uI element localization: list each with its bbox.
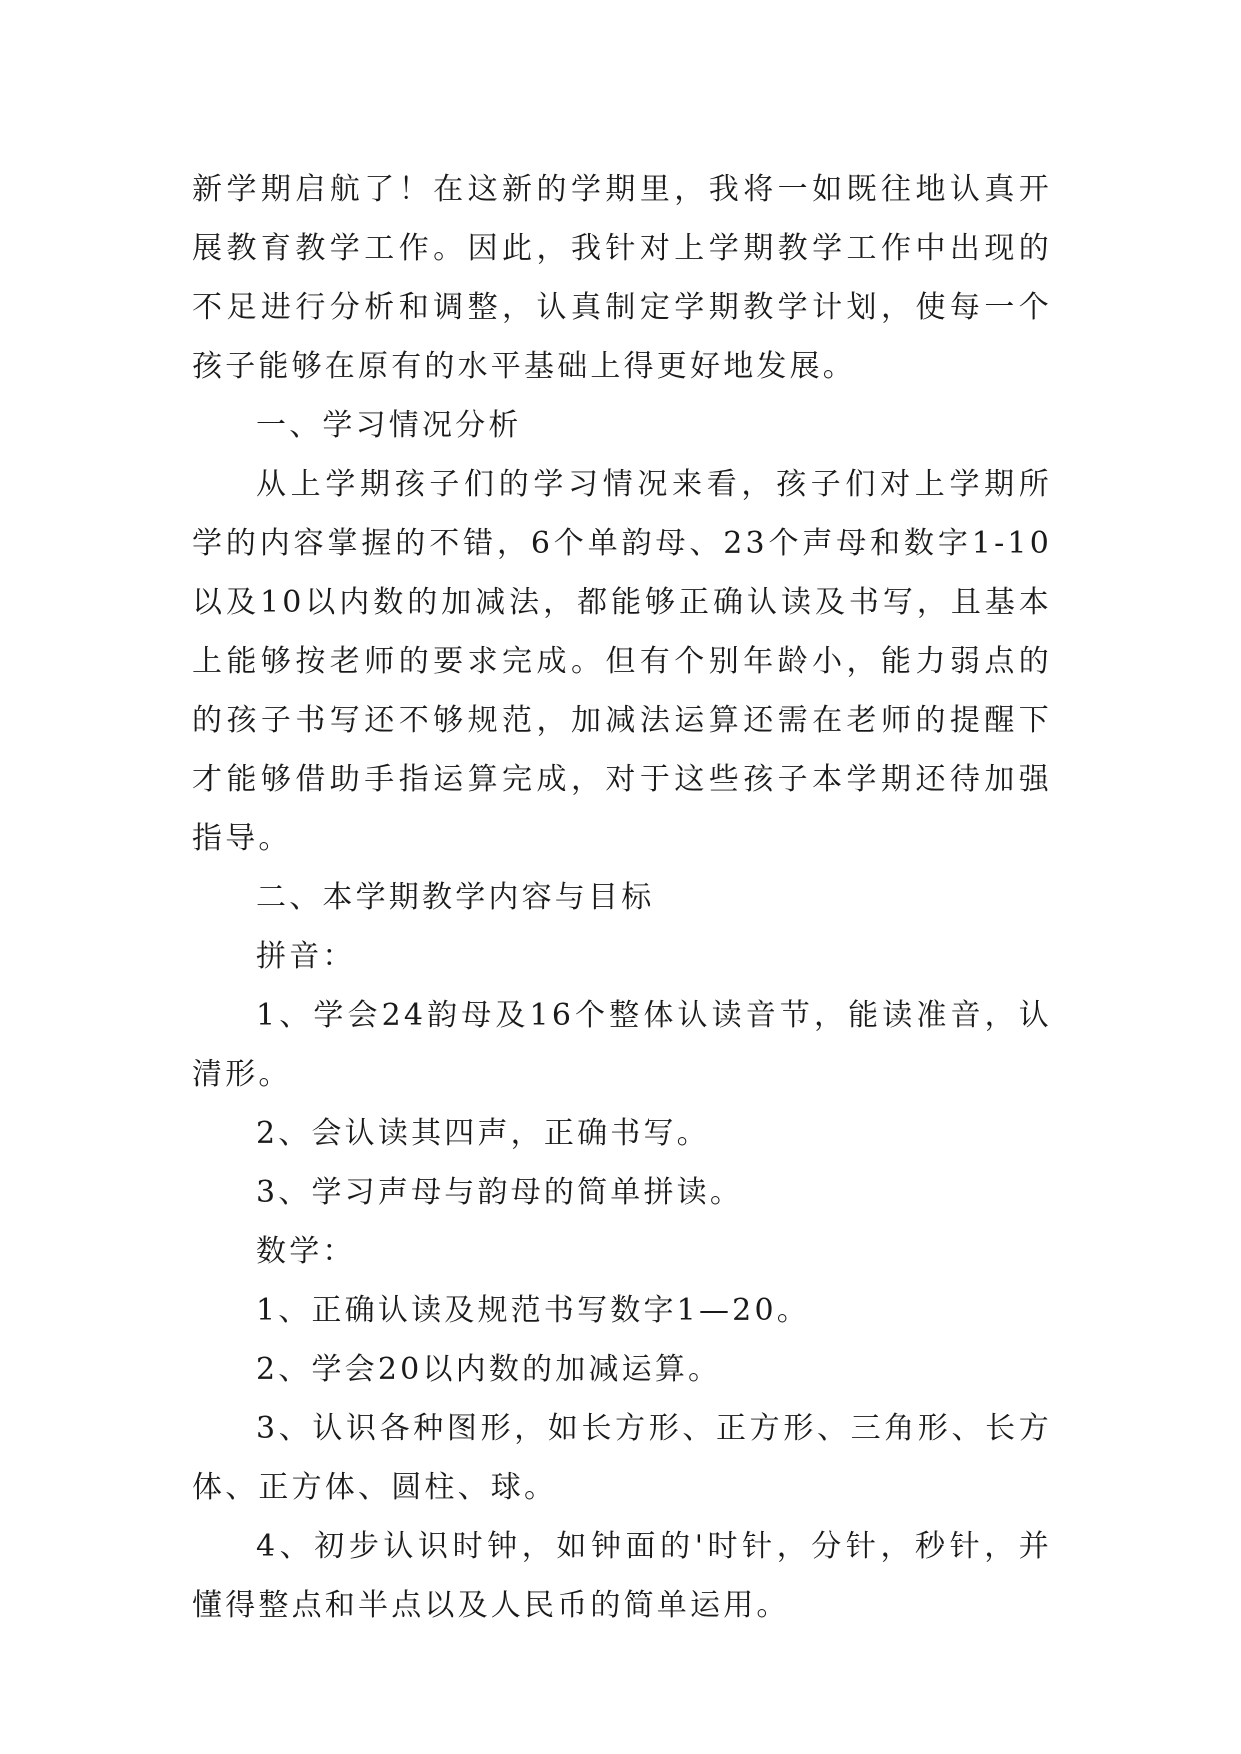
- pinyin-item-2: 2、会认读其四声，正确书写。: [256, 1116, 710, 1151]
- subheading-pinyin: 拼音：: [256, 939, 356, 974]
- math-item-4: 4、初步认识时钟，如钟面的'时针，分针，秒针，并懂得整点和半点以及人民币的简单运用。: [192, 1529, 1052, 1623]
- math-item-2: 2、学会20以内数的加减运算。: [256, 1352, 722, 1387]
- section-heading-learning-analysis: 一、学习情况分析: [256, 408, 522, 443]
- pinyin-item-1: 1、学会24韵母及16个整体认读音节，能读准音，认清形。: [192, 998, 1052, 1092]
- section-heading-teaching-goals: 二、本学期教学内容与目标: [256, 880, 655, 915]
- math-item-3: 3、认识各种图形，如长方形、正方形、三角形、长方体、正方体、圆柱、球。: [192, 1411, 1052, 1505]
- learning-analysis-paragraph: 从上学期孩子们的学习情况来看，孩子们对上学期所学的内容掌握的不错，6个单韵母、23个声母和数字1-10以及10以内数的加减法，都能够正确认读及书写，且基本上能够按老师的要求完成。但有个别年龄小，能力弱点的的孩子书写还不够规范，加减法运算还需在老师的提醒下才能够借助手指运算完成，对于这些孩子本学期还待加强指导。: [192, 467, 1052, 856]
- document-body: [192, 160, 1052, 1635]
- pinyin-item-3: 3、学习声母与韵母的简单拼读。: [256, 1175, 744, 1210]
- math-item-1: 1、正确认读及规范书写数字1—20。: [256, 1293, 810, 1328]
- intro-paragraph: 新学期启航了！在这新的学期里，我将一如既往地认真开展教育教学工作。因此，我针对上学期教学工作中出现的不足进行分析和调整，认真制定学期教学计划，使每一个孩子能够在原有的水平基础上得更好地发展。: [192, 172, 1052, 384]
- subheading-math: 数学：: [256, 1234, 356, 1269]
